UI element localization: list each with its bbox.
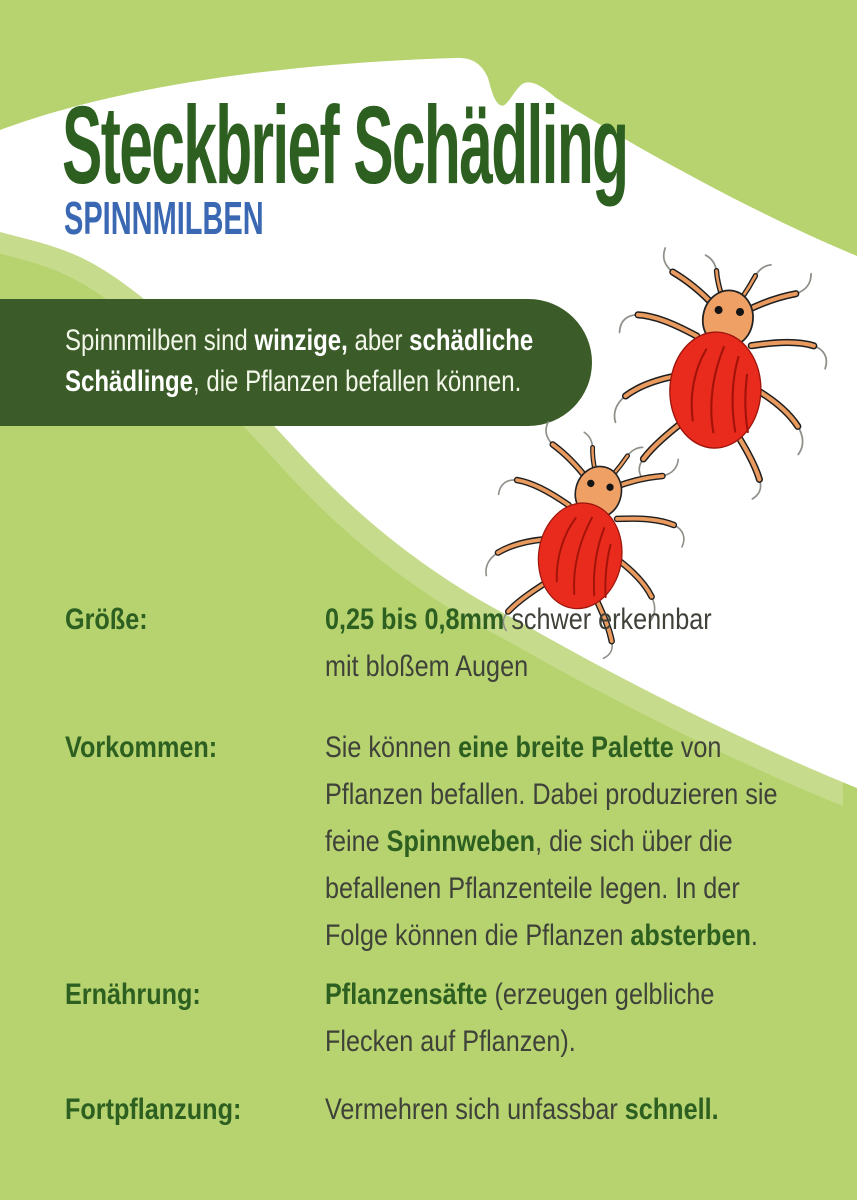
- fact-row: [65, 1086, 857, 1133]
- text-segment: Pflanzen befallen. Dabei produzieren sie: [325, 778, 778, 811]
- fact-label: Fortpflanzung:: [65, 1093, 242, 1126]
- text-segment: aber: [347, 324, 410, 357]
- emphasis-text: Spinnweben: [386, 825, 536, 858]
- emphasis-text: 0,25 bis 0,8mm: [325, 603, 505, 636]
- intro-text: [65, 320, 593, 402]
- text-segment: feine: [325, 825, 387, 858]
- emphasis-text: Pflanzensäfte: [325, 978, 488, 1011]
- fact-label: Vorkommen:: [65, 731, 218, 764]
- text-segment: schwer erkennbar: [504, 603, 712, 636]
- text-segment: Vermehren sich unfassbar: [325, 1093, 625, 1126]
- fact-value: [325, 724, 857, 959]
- page-title: Steckbrief Schädling: [62, 84, 628, 207]
- intro-banner: [0, 299, 592, 426]
- emphasis-text: winzige,: [254, 324, 348, 357]
- text-segment: (erzeugen gelbliche: [487, 978, 715, 1011]
- text-segment: .: [750, 919, 758, 952]
- emphasis-text: schnell.: [624, 1093, 719, 1126]
- emphasis-text: eine breite Palette: [458, 731, 674, 764]
- fact-label: Größe:: [65, 603, 148, 636]
- emphasis-text: schädliche: [409, 324, 534, 357]
- text-segment: mit bloßem Augen: [325, 650, 529, 683]
- emphasis-text: Schädlinge: [65, 365, 194, 398]
- text-segment: befallenen Pflanzenteile legen. In der: [325, 872, 740, 905]
- fact-row: [65, 724, 857, 959]
- text-segment: , die sich über die: [535, 825, 733, 858]
- fact-row: [65, 596, 857, 690]
- emphasis-text: absterben: [630, 919, 751, 952]
- fact-value: [325, 971, 857, 1065]
- fact-value: [325, 596, 857, 690]
- text-segment: Sie können: [325, 731, 459, 764]
- text-segment: von: [673, 731, 722, 764]
- fact-label: Ernährung:: [65, 978, 201, 1011]
- text-segment: Folge können die Pflanzen: [325, 919, 631, 952]
- page-subtitle: SPINNMILBEN: [64, 192, 264, 244]
- text-segment: Spinnmilben sind: [65, 324, 255, 357]
- text-segment: Flecken auf Pflanzen).: [325, 1025, 576, 1058]
- text-segment: , die Pflanzen befallen können.: [193, 365, 522, 398]
- fact-value: [325, 1086, 857, 1133]
- fact-row: [65, 971, 857, 1065]
